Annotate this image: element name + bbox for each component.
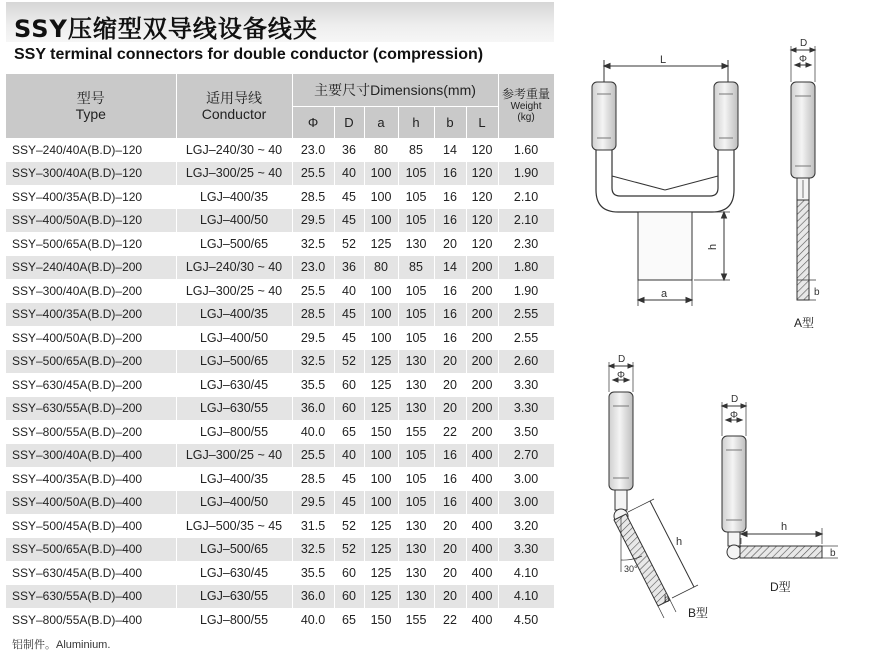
cell-l: 400 [466,538,498,562]
cell-h: 155 [398,420,434,444]
page-title-en: SSY terminal connectors for double conductor (compression) [14,46,484,63]
cell-phi: 32.5 [292,350,334,374]
cell-h: 85 [398,138,434,162]
dim-label-angle: 30° [624,564,638,574]
header-dim-a: a [364,106,398,138]
header-dimensions: 主要尺寸Dimensions(mm) [292,74,498,106]
cell-h: 105 [398,444,434,468]
cell-h: 105 [398,303,434,327]
header-conductor-en: Conductor [201,105,267,122]
drawing-type-a-front [592,60,738,306]
cell-a: 100 [364,303,398,327]
dim-label-h-d: h [781,521,788,533]
header-dim-b: b [434,106,466,138]
dim-label-h-a: h [707,243,719,250]
cell-d: 52 [334,232,364,256]
drawing-type-b [609,362,698,618]
cell-weight: 2.70 [498,444,554,468]
cell-type: SSY–240/40A(B.D)–200 [6,256,176,280]
cell-d: 45 [334,303,364,327]
cell-b: 16 [434,209,466,233]
cell-b: 20 [434,514,466,538]
cell-l: 200 [466,420,498,444]
cell-a: 125 [364,514,398,538]
cell-type: SSY–800/55A(B.D)–400 [6,608,176,632]
cell-phi: 40.0 [292,420,334,444]
cell-conductor: LGJ–630/45 [176,373,292,397]
cell-weight: 1.90 [498,279,554,303]
cell-h: 105 [398,185,434,209]
footnote: 铝制件。Aluminium. [12,639,111,651]
cell-phi: 29.5 [292,209,334,233]
cell-type: SSY–240/40A(B.D)–120 [6,138,176,162]
cell-b: 22 [434,608,466,632]
cell-d: 45 [334,209,364,233]
header-type-cn: 型号 [76,89,105,106]
cell-a: 125 [364,373,398,397]
cell-l: 120 [466,138,498,162]
cell-type: SSY–400/50A(B.D)–200 [6,326,176,350]
cell-a: 100 [364,491,398,515]
cell-h: 130 [398,232,434,256]
cell-d: 45 [334,185,364,209]
cell-l: 400 [466,491,498,515]
page-title-cn: SSY压缩型双导线设备线夹 [14,15,318,43]
cell-a: 150 [364,420,398,444]
cell-b: 20 [434,232,466,256]
cell-b: 16 [434,279,466,303]
cell-a: 125 [364,538,398,562]
header-conductor-cn: 适用导线 [206,89,262,106]
cell-weight: 2.55 [498,303,554,327]
cell-type: SSY–400/50A(B.D)–120 [6,209,176,233]
cell-d: 60 [334,373,364,397]
cell-type: SSY–300/40A(B.D)–200 [6,279,176,303]
cell-h: 105 [398,209,434,233]
cell-h: 130 [398,538,434,562]
drawing-type-d [722,402,838,559]
dim-label-b-b: b [664,594,670,605]
cell-l: 200 [466,279,498,303]
dim-label-phi-a: Φ [799,54,807,65]
cell-h: 155 [398,608,434,632]
cell-d: 45 [334,491,364,515]
cell-a: 100 [364,279,398,303]
cell-b: 16 [434,185,466,209]
cell-phi: 29.5 [292,326,334,350]
cell-b: 22 [434,420,466,444]
cell-weight: 1.90 [498,162,554,186]
cell-type: SSY–630/45A(B.D)–400 [6,561,176,585]
dim-label-l: L [660,54,667,66]
cell-phi: 32.5 [292,538,334,562]
cell-d: 40 [334,279,364,303]
dim-label-a: a [661,288,668,300]
cell-d: 52 [334,538,364,562]
cell-l: 200 [466,350,498,374]
cell-d: 40 [334,444,364,468]
cell-conductor: LGJ–630/45 [176,561,292,585]
cell-d: 60 [334,561,364,585]
header-dim-d: D [334,106,364,138]
cell-l: 400 [466,444,498,468]
cell-type: SSY–500/65A(B.D)–400 [6,538,176,562]
cell-a: 125 [364,397,398,421]
cell-phi: 25.5 [292,444,334,468]
cell-conductor: LGJ–630/55 [176,585,292,609]
cell-type: SSY–400/35A(B.D)–200 [6,303,176,327]
cell-conductor: LGJ–400/50 [176,491,292,515]
cell-type: SSY–400/35A(B.D)–120 [6,185,176,209]
cell-a: 125 [364,232,398,256]
cell-h: 105 [398,491,434,515]
cell-b: 16 [434,162,466,186]
cell-h: 105 [398,467,434,491]
cell-phi: 25.5 [292,279,334,303]
cell-l: 400 [466,608,498,632]
cell-phi: 25.5 [292,162,334,186]
cell-a: 125 [364,585,398,609]
cell-type: SSY–500/65A(B.D)–120 [6,232,176,256]
cell-d: 45 [334,326,364,350]
cell-d: 65 [334,420,364,444]
cell-d: 36 [334,138,364,162]
cell-h: 130 [398,373,434,397]
cell-b: 16 [434,303,466,327]
cell-weight: 4.50 [498,608,554,632]
cell-b: 20 [434,350,466,374]
cell-weight: 2.10 [498,209,554,233]
cell-phi: 35.5 [292,561,334,585]
cell-b: 16 [434,326,466,350]
cell-a: 150 [364,608,398,632]
cell-conductor: LGJ–400/50 [176,209,292,233]
cell-weight: 2.60 [498,350,554,374]
cell-conductor: LGJ–400/50 [176,326,292,350]
cell-l: 400 [466,585,498,609]
cell-l: 200 [466,326,498,350]
cell-conductor: LGJ–300/25 ~ 40 [176,444,292,468]
cell-type: SSY–300/40A(B.D)–120 [6,162,176,186]
cell-type: SSY–630/45A(B.D)–200 [6,373,176,397]
cell-b: 16 [434,467,466,491]
cell-l: 200 [466,373,498,397]
cell-weight: 1.60 [498,138,554,162]
type-a-label: A型 [794,316,815,330]
cell-h: 85 [398,256,434,280]
cell-b: 20 [434,397,466,421]
cell-conductor: LGJ–800/55 [176,420,292,444]
dim-label-b-d: b [830,548,836,559]
cell-type: SSY–400/35A(B.D)–400 [6,467,176,491]
cell-conductor: LGJ–240/30 ~ 40 [176,256,292,280]
cell-l: 120 [466,162,498,186]
cell-a: 80 [364,138,398,162]
cell-a: 100 [364,209,398,233]
cell-h: 130 [398,585,434,609]
cell-type: SSY–400/50A(B.D)–400 [6,491,176,515]
cell-a: 100 [364,326,398,350]
cell-d: 60 [334,397,364,421]
cell-b: 20 [434,538,466,562]
cell-weight: 2.30 [498,232,554,256]
cell-phi: 32.5 [292,232,334,256]
cell-b: 14 [434,138,466,162]
cell-a: 100 [364,467,398,491]
cell-d: 60 [334,585,364,609]
cell-l: 400 [466,467,498,491]
cell-weight: 3.50 [498,420,554,444]
dim-label-d-d: D [731,394,739,405]
cell-phi: 36.0 [292,585,334,609]
header-dim-h: h [398,106,434,138]
cell-d: 65 [334,608,364,632]
cell-a: 100 [364,444,398,468]
cell-a: 100 [364,185,398,209]
cell-d: 52 [334,514,364,538]
header-type-en: Type [75,105,106,122]
cell-phi: 29.5 [292,491,334,515]
cell-l: 120 [466,185,498,209]
cell-type: SSY–300/40A(B.D)–400 [6,444,176,468]
cell-conductor: LGJ–300/25 ~ 40 [176,162,292,186]
cell-h: 130 [398,350,434,374]
cell-type: SSY–800/55A(B.D)–200 [6,420,176,444]
cell-h: 105 [398,326,434,350]
cell-a: 100 [364,162,398,186]
cell-h: 105 [398,279,434,303]
cell-weight: 1.80 [498,256,554,280]
cell-conductor: LGJ–240/30 ~ 40 [176,138,292,162]
header-dim-l: L [466,106,498,138]
cell-conductor: LGJ–300/25 ~ 40 [176,279,292,303]
cell-d: 45 [334,467,364,491]
type-b-label: B型 [688,606,709,620]
type-d-label: D型 [770,580,791,594]
drawing-type-a-side [791,46,816,300]
cell-conductor: LGJ–500/65 [176,232,292,256]
dim-label-h-b: h [676,536,683,548]
cell-l: 120 [466,232,498,256]
cell-b: 20 [434,585,466,609]
cell-weight: 3.30 [498,397,554,421]
cell-weight: 3.30 [498,538,554,562]
cell-phi: 28.5 [292,185,334,209]
cell-b: 16 [434,491,466,515]
cell-h: 130 [398,514,434,538]
header-dim-phi: Φ [292,106,334,138]
cell-a: 125 [364,350,398,374]
cell-conductor: LGJ–500/65 [176,538,292,562]
cell-d: 52 [334,350,364,374]
dim-label-d-b: D [618,354,626,365]
cell-type: SSY–500/45A(B.D)–400 [6,514,176,538]
cell-conductor: LGJ–800/55 [176,608,292,632]
cell-phi: 23.0 [292,138,334,162]
cell-l: 200 [466,303,498,327]
dim-label-d-a: D [800,38,808,49]
cell-a: 80 [364,256,398,280]
cell-weight: 2.10 [498,185,554,209]
cell-weight: 3.20 [498,514,554,538]
cell-conductor: LGJ–500/35 ~ 45 [176,514,292,538]
cell-phi: 28.5 [292,467,334,491]
cell-l: 200 [466,397,498,421]
cell-type: SSY–500/65A(B.D)–200 [6,350,176,374]
cell-a: 125 [364,561,398,585]
cell-l: 400 [466,514,498,538]
dim-label-phi-b: Φ [617,370,625,381]
cell-d: 36 [334,256,364,280]
cell-h: 105 [398,162,434,186]
cell-b: 16 [434,444,466,468]
header-weight-en: Weight [510,101,542,113]
dim-label-b-a: b [814,287,820,298]
cell-conductor: LGJ–400/35 [176,467,292,491]
cell-weight: 4.10 [498,561,554,585]
cell-phi: 31.5 [292,514,334,538]
cell-l: 200 [466,256,498,280]
cell-conductor: LGJ–400/35 [176,185,292,209]
cell-b: 20 [434,373,466,397]
cell-l: 400 [466,561,498,585]
cell-phi: 23.0 [292,256,334,280]
cell-type: SSY–630/55A(B.D)–400 [6,585,176,609]
cell-phi: 36.0 [292,397,334,421]
cell-h: 130 [398,561,434,585]
cell-b: 20 [434,561,466,585]
cell-l: 120 [466,209,498,233]
cell-conductor: LGJ–630/55 [176,397,292,421]
cell-type: SSY–630/55A(B.D)–200 [6,397,176,421]
cell-phi: 35.5 [292,373,334,397]
cell-weight: 3.30 [498,373,554,397]
cell-h: 130 [398,397,434,421]
cell-weight: 2.55 [498,326,554,350]
header-weight-cn: 参考重量 [502,87,551,102]
cell-weight: 4.10 [498,585,554,609]
cell-weight: 3.00 [498,491,554,515]
cell-d: 40 [334,162,364,186]
cell-b: 14 [434,256,466,280]
cell-conductor: LGJ–400/35 [176,303,292,327]
cell-conductor: LGJ–500/65 [176,350,292,374]
cell-weight: 3.00 [498,467,554,491]
cell-phi: 40.0 [292,608,334,632]
cell-phi: 28.5 [292,303,334,327]
header-weight-unit: (kg) [517,112,535,124]
dim-label-phi-d: Φ [730,410,738,421]
